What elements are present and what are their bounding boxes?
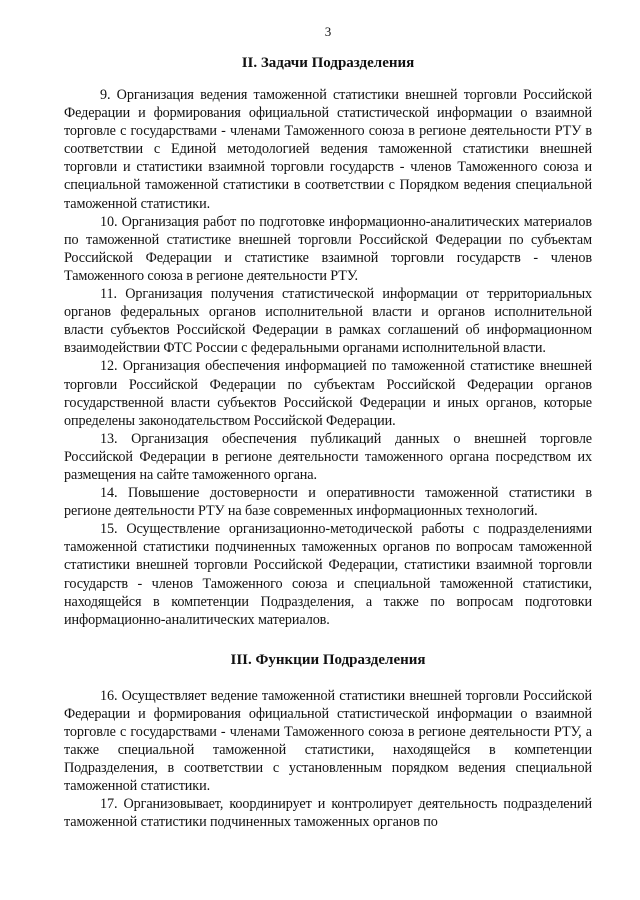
section-heading-tasks: II. Задачи Подразделения [241,55,415,71]
page-number: 3 [324,24,332,39]
paragraph-16: 16. Осуществляет ведение таможенной статистики внешней торговли Российской Федерации и формирования официальной статистической информации о взаимной торговле с государствами - членами Таможенного союза в регионе деятельности РТУ, а также специальной таможенной статистики, находящейся в компетенции Подразделения, в соответствии с установленным порядком ведения специальной таможенной статистики. [64,687,592,795]
paragraph-17: 17. Организовывает, координирует и контролирует деятельность подразделений таможенной статистики подчиненных таможенных органов по [64,796,592,831]
paragraph-11: 11. Организация получения статистической информации от территориальных органов федеральных органов исполнительной власти и органов исполнительной власти субъектов Российской Федерации в рамках соглашений об информационном взаимодействии ФТС России с федеральными органами исполнительной власти. [64,286,592,357]
paragraph-10: 10. Организация работ по подготовке информационно-аналитических материалов по таможенной статистике внешней торговли Российской Федерации по субъектам Российской Федерации и статистике взаимной торговли государств - членов Таможенного союза в регионе деятельности РТУ. [64,213,592,284]
section-heading-functions: III. Функции Подразделения [230,651,426,668]
paragraph-13: 13. Организация обеспечения публикаций данных о внешней торговле Российской Федерации в регионе деятельности таможенного органа посредством их размещения на сайте таможенного органа. [64,430,592,483]
paragraph-12: 12. Организация обеспечения информацией по таможенной статистике внешней торговли Российской Федерации по субъектам Российской Федерации органов государственной власти субъектов Российской Федерации и иных органов, которые определены законодательством Российской Федерации. [64,358,592,429]
paragraph-15: 15. Осуществление организационно-методической работы с подразделениями таможенной статистики подчиненных таможенных органов по вопросам таможенной статистики внешней торговли Российской Федерации, статистики взаимной торговли государств - членов Таможенного союза и специальной таможенной статистики, находящейся в компетенции Подразделения, а также по вопросам подготовки информационно-аналитических материалов. [64,521,592,628]
paragraph-9: 9. Организация ведения таможенной статистики внешней торговли Российской Федерации и формирования официальной статистической информации о взаимной торговле с государствами - членами Таможенного союза в регионе деятельности РТУ в соответствии с Единой методологией ведения таможенной статистики внешней торговли и статистики взаимной торговли государств - членов Таможенного союза и специальной таможенной статистики в соответствии с Порядком ведения специальной таможенной статистики. [64,87,592,212]
document-page [64,24,592,832]
paragraph-14: 14. Повышение достоверности и оперативности таможенной статистики в регионе деятельности РТУ на базе современных информационных технологий. [64,485,592,520]
